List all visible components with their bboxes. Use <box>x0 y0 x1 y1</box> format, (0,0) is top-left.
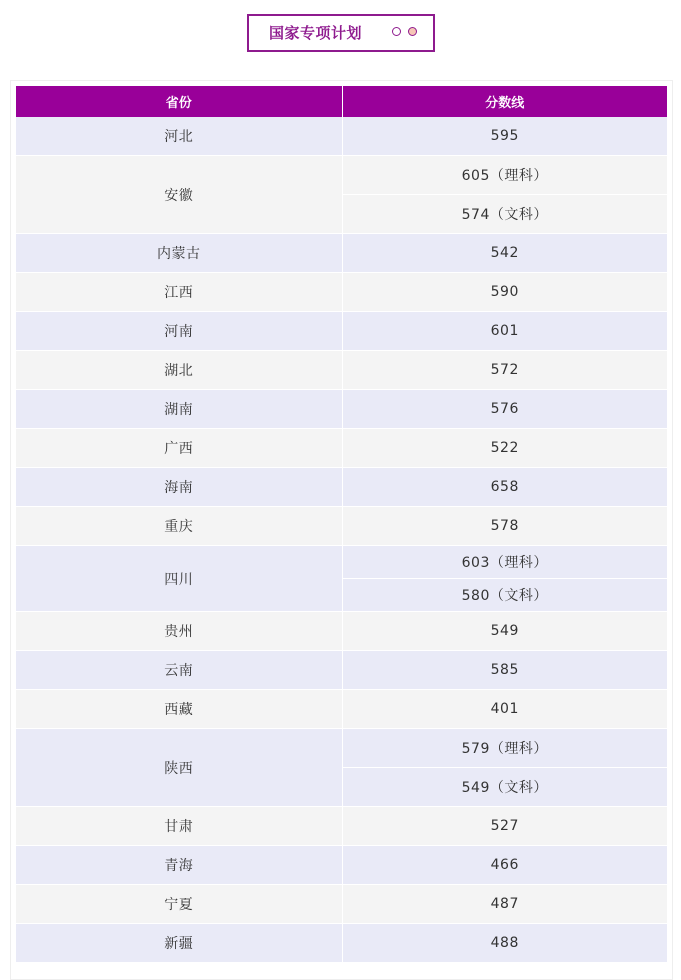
table-row <box>16 390 667 429</box>
table-row <box>16 156 667 195</box>
score-cell: 605（理科） <box>342 156 667 195</box>
province-cell: 河北 <box>16 117 342 156</box>
score-cell: 580（文科） <box>342 579 667 612</box>
section-title: 国家专项计划 <box>269 24 363 42</box>
score-cell: 466 <box>342 846 667 885</box>
table-row <box>16 507 667 546</box>
score-cell: 579（理科） <box>342 729 667 768</box>
score-cell: 601 <box>342 312 667 351</box>
table-row <box>16 273 667 312</box>
table-row <box>16 546 667 579</box>
score-cell: 549 <box>342 612 667 651</box>
province-cell: 云南 <box>16 651 342 690</box>
score-cell: 487 <box>342 885 667 924</box>
table-row <box>16 885 667 924</box>
province-cell: 湖南 <box>16 390 342 429</box>
table-header-row <box>16 86 667 117</box>
table-row <box>16 846 667 885</box>
table-row <box>16 351 667 390</box>
table-row <box>16 651 667 690</box>
province-cell: 新疆 <box>16 924 342 963</box>
table-row <box>16 924 667 963</box>
score-cell: 527 <box>342 807 667 846</box>
table-row <box>16 468 667 507</box>
province-cell: 西藏 <box>16 690 342 729</box>
table-row <box>16 429 667 468</box>
province-cell: 河南 <box>16 312 342 351</box>
score-cell: 585 <box>342 651 667 690</box>
score-cell: 401 <box>342 690 667 729</box>
province-cell: 重庆 <box>16 507 342 546</box>
province-cell: 内蒙古 <box>16 234 342 273</box>
province-cell: 青海 <box>16 846 342 885</box>
table-row <box>16 612 667 651</box>
score-cell: 576 <box>342 390 667 429</box>
province-cell: 宁夏 <box>16 885 342 924</box>
score-cell: 574（文科） <box>342 195 667 234</box>
header-score: 分数线 <box>342 86 667 117</box>
section-title-box <box>247 14 435 52</box>
table-row <box>16 234 667 273</box>
province-cell: 湖北 <box>16 351 342 390</box>
score-cell: 578 <box>342 507 667 546</box>
table-row <box>16 807 667 846</box>
score-cell: 549（文科） <box>342 768 667 807</box>
province-cell: 安徽 <box>16 156 342 234</box>
score-cell: 595 <box>342 117 667 156</box>
header-province: 省份 <box>16 86 342 117</box>
score-cell: 572 <box>342 351 667 390</box>
score-cell: 488 <box>342 924 667 963</box>
province-cell: 广西 <box>16 429 342 468</box>
province-cell: 海南 <box>16 468 342 507</box>
score-cell: 542 <box>342 234 667 273</box>
table-row <box>16 312 667 351</box>
table-row <box>16 690 667 729</box>
table-row <box>16 729 667 768</box>
score-cell: 522 <box>342 429 667 468</box>
score-table <box>16 86 667 963</box>
province-cell: 江西 <box>16 273 342 312</box>
score-cell: 658 <box>342 468 667 507</box>
province-cell: 甘肃 <box>16 807 342 846</box>
province-cell: 陕西 <box>16 729 342 807</box>
circle-filled-icon <box>408 27 417 36</box>
score-cell: 590 <box>342 273 667 312</box>
province-cell: 贵州 <box>16 612 342 651</box>
score-cell: 603（理科） <box>342 546 667 579</box>
circle-outline-icon <box>392 27 401 36</box>
table-row <box>16 117 667 156</box>
province-cell: 四川 <box>16 546 342 612</box>
